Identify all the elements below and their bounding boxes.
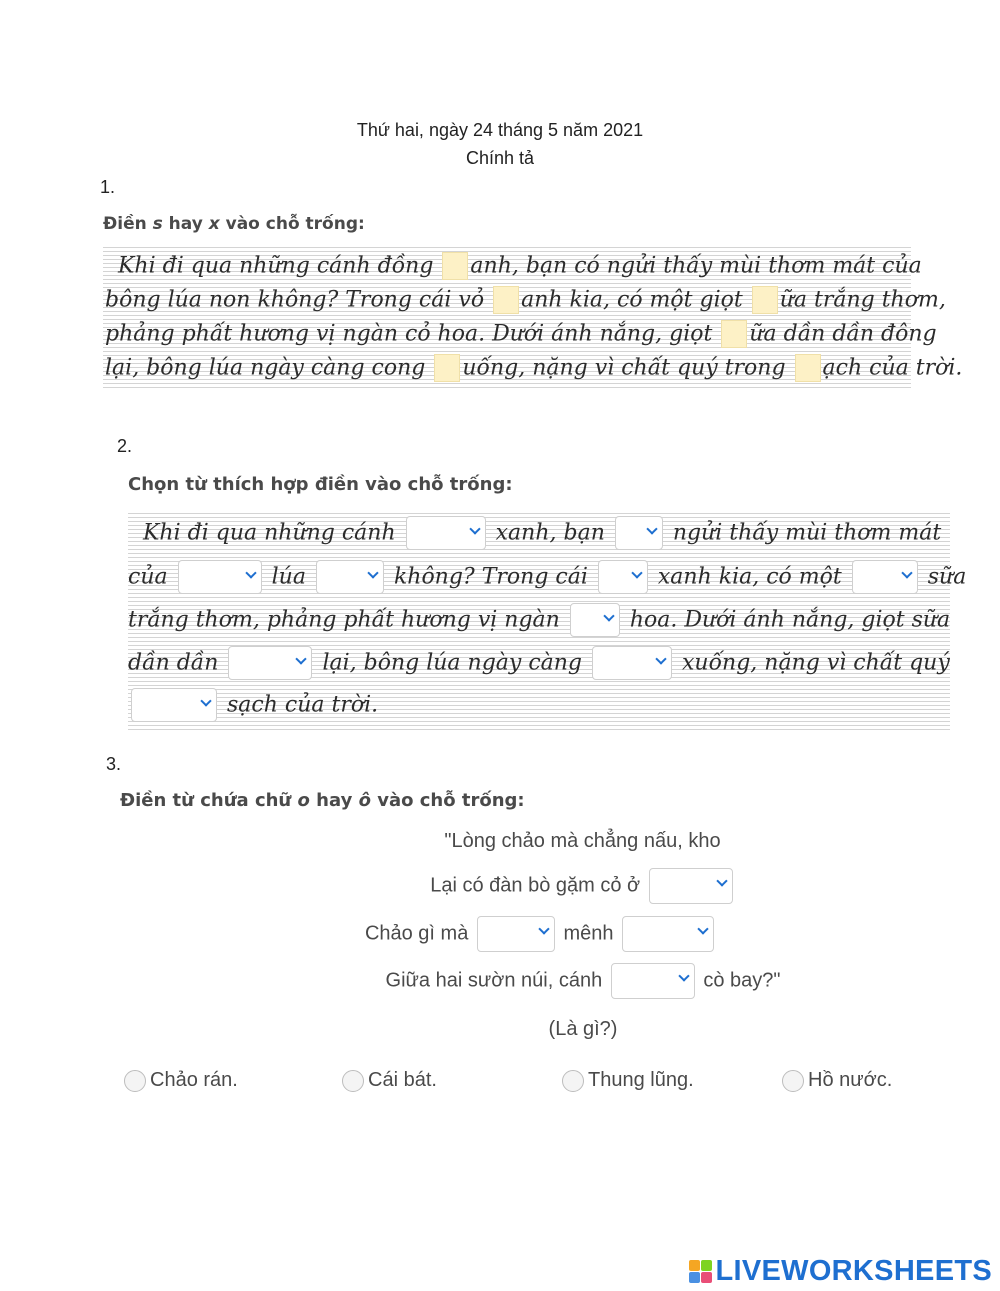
page-subject: Chính tả (465, 148, 535, 168)
section-1-instruction: Điền s hay x vào chỗ trống: (103, 214, 365, 234)
logo-block (689, 1260, 700, 1271)
chevron-down-icon (631, 567, 642, 578)
word-select-4[interactable] (316, 560, 384, 594)
section-1-line-1 (118, 252, 922, 280)
word-select-1[interactable] (406, 516, 486, 550)
option-label: Thung lũng. (588, 1069, 694, 1091)
section-1-line-2 (105, 286, 946, 314)
section-2-line-5 (128, 688, 378, 722)
section-3-number: 3. (106, 754, 122, 774)
text-fragment: lại, bông lúa ngày càng cong (105, 355, 433, 381)
section-1-line-3 (105, 320, 937, 348)
text-fragment: lúa (271, 564, 306, 590)
text-fragment: ngửi thấy mùi thơm mát (672, 520, 942, 546)
blank-gap-2[interactable] (493, 286, 519, 314)
poem-line-5: (Là gì?) (548, 1018, 618, 1040)
radio-button[interactable] (782, 1070, 804, 1092)
text-fragment: ữa dần dần đông (749, 321, 937, 347)
word-select-8[interactable] (228, 646, 312, 680)
text-fragment: Khi đi qua những cánh (143, 520, 396, 546)
chevron-down-icon (655, 653, 666, 664)
text-fragment: của (128, 564, 168, 590)
word-select-3[interactable] (178, 560, 262, 594)
section-2-number: 2. (117, 436, 133, 456)
logo-block (689, 1272, 700, 1283)
liveworksheets-logo (689, 1255, 993, 1288)
word-select-6[interactable] (852, 560, 918, 594)
section-2-line-3 (128, 603, 950, 637)
radio-button[interactable] (562, 1070, 584, 1092)
chevron-down-icon (901, 567, 912, 578)
word-select-5[interactable] (598, 560, 648, 594)
text-fragment: lại, bông lúa ngày càng (322, 650, 583, 676)
text-fragment: Khi đi qua những cánh đồng (118, 253, 441, 279)
text-fragment: ữa trắng thơm, (779, 287, 946, 313)
section-1-number: 1. (100, 177, 116, 197)
chevron-down-icon (646, 523, 657, 534)
poem-text: mênh (563, 922, 614, 945)
blank-gap-3[interactable] (752, 286, 778, 314)
text-fragment: xuống, nặng vì chất quý (682, 650, 950, 676)
radio-button[interactable] (342, 1070, 364, 1092)
text-fragment: không? Trong cái (393, 564, 588, 590)
logo-blocks-icon (689, 1260, 712, 1283)
text-fragment: sữa (927, 564, 967, 590)
option-label: Chảo rán. (150, 1069, 238, 1091)
text-fragment: phảng phất hương vị ngàn cỏ hoa. Dưới ánh nắng, giọt (105, 321, 720, 347)
word-select-10[interactable] (131, 688, 217, 722)
option-label: Hồ nước. (808, 1069, 893, 1091)
chevron-down-icon (697, 923, 708, 934)
section-2-line-2 (128, 560, 966, 594)
word-select-2[interactable] (615, 516, 663, 550)
answer-option-4[interactable] (782, 1069, 892, 1092)
text-fragment: bông lúa non không? Trong cái vỏ (105, 287, 492, 313)
text-fragment: anh kia, có một giọt (521, 287, 750, 313)
logo-text: LIVEWORKSHEETS (715, 1255, 992, 1287)
poem-text: Chảo gì mà (364, 922, 469, 945)
poem-select-1[interactable] (649, 868, 733, 904)
chevron-down-icon (367, 567, 378, 578)
logo-block (701, 1272, 712, 1283)
chevron-down-icon (245, 567, 256, 578)
chevron-down-icon (469, 523, 480, 534)
text-fragment: xanh, bạn (495, 520, 605, 546)
chevron-down-icon (716, 875, 727, 886)
section-2-line-4 (128, 646, 950, 680)
logo-block (701, 1260, 712, 1271)
blank-gap-5[interactable] (434, 354, 460, 382)
section-2-instruction: Chọn từ thích hợp điền vào chỗ trống: (128, 474, 513, 495)
text-fragment: anh, bạn có ngửi thấy mùi thơm mát của (470, 253, 922, 279)
poem-line-2 (0, 868, 1000, 904)
poem-select-3[interactable] (622, 916, 714, 952)
answer-option-3[interactable] (562, 1069, 694, 1092)
poem-line-4 (0, 963, 1000, 999)
radio-button[interactable] (124, 1070, 146, 1092)
option-label: Cái bát. (368, 1069, 437, 1091)
chevron-down-icon (200, 695, 211, 706)
chevron-down-icon (296, 653, 307, 664)
poem-line-3 (0, 916, 1000, 952)
answer-option-2[interactable] (342, 1069, 437, 1092)
text-fragment: trắng thơm, phảng phất hương vị ngàn (128, 607, 560, 633)
text-fragment: ạch của trời. (822, 355, 963, 381)
chevron-down-icon (603, 610, 614, 621)
word-select-7[interactable] (570, 603, 620, 637)
blank-gap-4[interactable] (721, 320, 747, 348)
text-fragment: xanh kia, có một (657, 564, 842, 590)
answer-option-1[interactable] (124, 1069, 238, 1092)
section-2-line-1 (143, 516, 941, 550)
poem-text: Lại có đàn bò gặm cỏ ở (430, 874, 641, 897)
text-fragment: uống, nặng vì chất quý trong (462, 355, 793, 381)
text-fragment: hoa. Dưới ánh nắng, giọt sữa (629, 607, 951, 633)
chevron-down-icon (538, 923, 549, 934)
blank-gap-6[interactable] (795, 354, 821, 382)
blank-gap-1[interactable] (442, 252, 468, 280)
chevron-down-icon (678, 970, 689, 981)
text-fragment: sạch của trời. (227, 692, 379, 718)
section-1-line-4 (105, 354, 962, 382)
section-3-instruction: Điền từ chứa chữ o hay ô vào chỗ trống: (120, 790, 525, 811)
poem-select-2[interactable] (477, 916, 555, 952)
poem-text: Giữa hai sườn núi, cánh (385, 969, 603, 992)
poem-line-1: "Lòng chảo mà chẳng nấu, kho (444, 830, 721, 852)
page-date: Thứ hai, ngày 24 tháng 5 năm 2021 (356, 120, 644, 140)
word-select-9[interactable] (592, 646, 672, 680)
poem-select-4[interactable] (611, 963, 695, 999)
text-fragment: dần dần (128, 650, 219, 676)
poem-text: cò bay?" (703, 969, 781, 992)
